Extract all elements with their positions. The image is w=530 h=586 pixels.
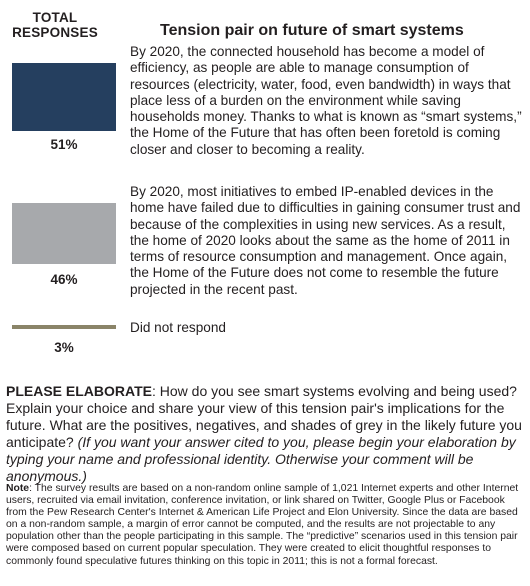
no-response-text: Did not respond bbox=[130, 320, 226, 335]
bar-option-2 bbox=[12, 203, 116, 264]
elaborate-instructions: (If you want your answer cited to you, please begin your elaboration by typing your name and professional identity. Otherwise your comment will be anonymous.) bbox=[6, 434, 516, 484]
elaborate-question: : How do you see smart systems evolving and being used? Explain your choice and share your view of this tension pair's implications for the future. What are the positives, negatives, and shades of grey in the likely future you anticipate? bbox=[6, 383, 522, 450]
option-1-text: By 2020, the connected household has become a model of efficiency, as people are able to manage consumption of resources (electricity, water, food, even bandwidth) in ways that place less of a burden on the environment while saving households money. Thanks to what is known as “smart systems,” the Home of the Future that has often been foretold is coming closer and closer to becoming a reality. bbox=[130, 44, 522, 157]
bar-no-response bbox=[12, 325, 116, 329]
survey-note bbox=[6, 483, 524, 568]
elaborate-prompt bbox=[6, 383, 524, 485]
chart-title: Tension pair on future of smart systems bbox=[160, 22, 464, 39]
value-label-option-2: 46% bbox=[50, 272, 78, 287]
elaborate-lead: PLEASE ELABORATE bbox=[6, 383, 152, 399]
option-2-text: By 2020, most initiatives to embed IP-enabled devices in the home have failed due to difficulties in gaining consumer trust and because of the complexities in using new services. As a result, the home of 2020 looks about the same as the home of 2011 in terms of resource consumption and management. Once again, the Home of the Future does not come to resemble the future projected in the recent past. bbox=[130, 184, 521, 297]
value-label-no-response: 3% bbox=[54, 340, 74, 355]
note-text: : The survey results are based on a non-random online sample of 1,021 Internet experts and other Internet users, recruited via email invitation, conference invitation, or link shared on Twitter, Google Plus or Facebook from the Pew Research Center's Internet & American Life Project and Elon University. Since the data are based on a non-random sample, a margin of error cannot be computed, and the results are not projectable to any population other than the people participating in this sample. The “predictive” scenarios used in this tension pair were composed based on current popular speculation. They were created to elicit thoughtful responses to commonly found speculative futures thinking on this topic in 2011; this is not a formal forecast. bbox=[6, 483, 519, 567]
total-responses-header: TOTAL RESPONSES bbox=[12, 10, 98, 40]
bar-option-1 bbox=[12, 63, 116, 131]
value-label-option-1: 51% bbox=[50, 137, 78, 152]
note-lead: Note bbox=[6, 483, 30, 494]
